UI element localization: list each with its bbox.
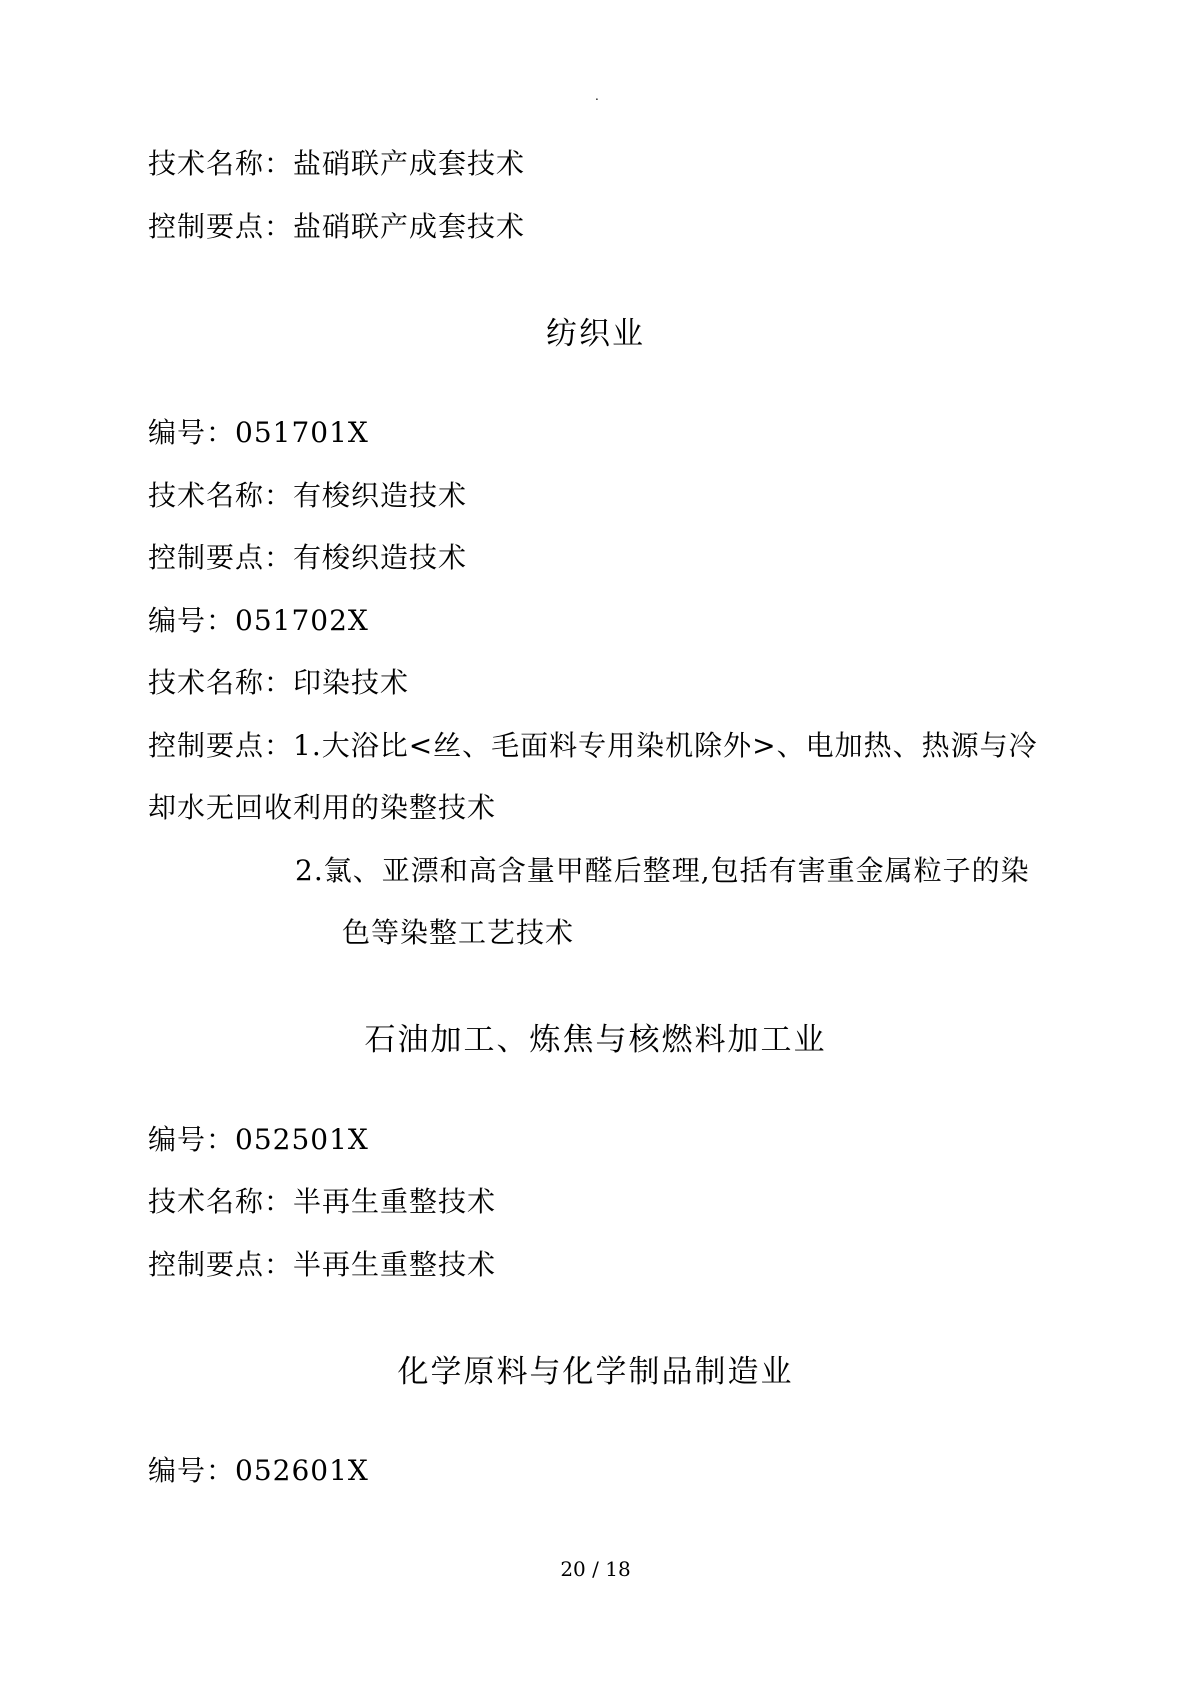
petroleum-heading: 石油加工、炼焦与核燃料加工业 xyxy=(364,1022,827,1058)
textile-entry-2-item2-line2: 色等染整工艺技术 xyxy=(342,916,575,949)
textile-entry-2-tech-name: 技术名称：印染技术 xyxy=(148,666,410,699)
header-mark: . xyxy=(595,89,599,103)
petroleum-entry-1-id: 编号：052501X xyxy=(148,1123,369,1156)
textile-entry-2-item2-line1: 2.氯、亚漂和高含量甲醛后整理,包括有害重金属粒子的染 xyxy=(295,854,1030,887)
salt-control-points: 控制要点：盐硝联产成套技术 xyxy=(148,210,526,243)
chemical-entry-1-id: 编号：052601X xyxy=(148,1454,369,1487)
petroleum-entry-1-control-points: 控制要点：半再生重整技术 xyxy=(148,1248,497,1281)
textile-entry-1-tech-name: 技术名称：有梭织造技术 xyxy=(148,479,468,512)
textile-entry-1-control-points: 控制要点：有梭织造技术 xyxy=(148,541,468,574)
salt-tech-name: 技术名称：盐硝联产成套技术 xyxy=(148,147,526,180)
textile-entry-1-id: 编号：051701X xyxy=(148,416,369,449)
textile-entry-2-control-points-line1: 控制要点：1.大浴比<丝、毛面料专用染机除外>、电加热、热源与冷 xyxy=(148,729,1038,762)
textile-heading: 纺织业 xyxy=(546,316,645,352)
chemical-heading: 化学原料与化学制品制造业 xyxy=(397,1354,794,1390)
page-number: 20 / 18 xyxy=(560,1557,631,1581)
textile-entry-2-control-points-line2: 却水无回收利用的染整技术 xyxy=(148,791,497,824)
textile-entry-2-id: 编号：051702X xyxy=(148,604,369,637)
petroleum-entry-1-tech-name: 技术名称：半再生重整技术 xyxy=(148,1185,497,1218)
